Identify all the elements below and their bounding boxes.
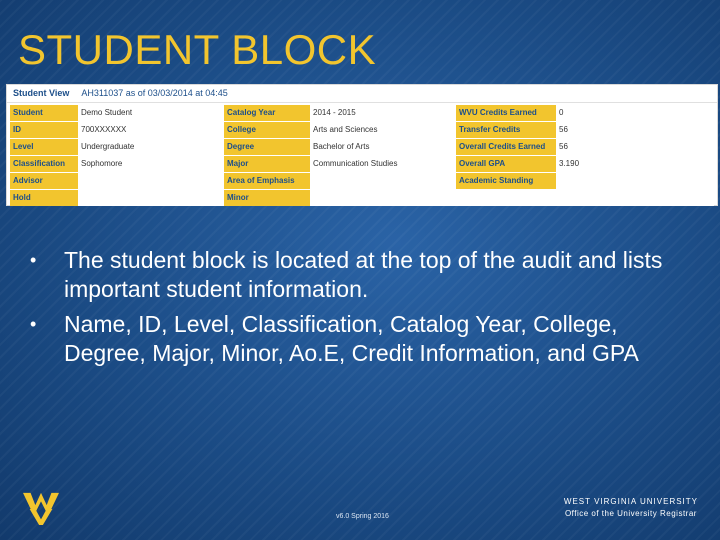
office-name: Office of the University Registrar: [564, 509, 697, 518]
value-degree: Bachelor of Arts: [310, 139, 456, 155]
value-classification: Sophomore: [78, 156, 224, 172]
value-advisor: [78, 173, 224, 189]
value-academic-standing: [556, 173, 714, 189]
label-hold: Hold: [10, 190, 78, 206]
footer-org: [564, 496, 698, 520]
value-minor: [310, 190, 456, 206]
wv-logo-icon: [22, 490, 60, 526]
label-overall-credits: Overall Credits Earned: [456, 139, 556, 155]
empty-cell: [456, 190, 556, 206]
value-overall-gpa: 3.190: [556, 156, 714, 172]
label-minor: Minor: [224, 190, 310, 206]
slide-title: STUDENT BLOCK: [18, 26, 377, 73]
empty-cell: [556, 190, 714, 206]
label-student: Student: [10, 105, 78, 121]
value-hold: [78, 190, 224, 206]
university-name: WEST VIRGINIA UNIVERSITY: [563, 497, 698, 506]
label-advisor: Advisor: [10, 173, 78, 189]
value-overall-credits: 56: [556, 139, 714, 155]
value-wvu-credits: 0: [556, 105, 714, 121]
label-degree: Degree: [224, 139, 310, 155]
label-major: Major: [224, 156, 310, 172]
value-catalog-year: 2014 - 2015: [310, 105, 456, 121]
bullet-item: [28, 246, 668, 304]
bullet-dot: •: [30, 250, 37, 270]
label-college: College: [224, 122, 310, 138]
value-id: 700XXXXXX: [78, 122, 224, 138]
bullet-dot: •: [30, 314, 37, 334]
version-label: v6.0 Spring 2016: [336, 513, 389, 520]
student-block-grid: [7, 103, 717, 206]
student-block-info: AH311037 as of 03/03/2014 at 04:45: [81, 88, 228, 98]
value-area-of-emphasis: [310, 173, 456, 189]
value-major: Communication Studies: [310, 156, 456, 172]
bullet-list: [28, 246, 668, 374]
label-overall-gpa: Overall GPA: [456, 156, 556, 172]
student-view-label: Student View: [13, 88, 70, 98]
label-classification: Classification: [10, 156, 78, 172]
student-block: [6, 84, 718, 206]
bullet-text: Name, ID, Level, Classification, Catalog Year, College, Degree, Major, Minor, Ao.E, Credit Information, and GPA: [64, 311, 639, 366]
value-student: Demo Student: [78, 105, 224, 121]
label-wvu-credits: WVU Credits Earned: [456, 105, 556, 121]
label-transfer-credits: Transfer Credits: [456, 122, 556, 138]
label-area-of-emphasis: Area of Emphasis: [224, 173, 310, 189]
bullet-text: The student block is located at the top of the audit and lists important student information.: [64, 247, 663, 302]
value-level: Undergraduate: [78, 139, 224, 155]
label-level: Level: [10, 139, 78, 155]
value-transfer-credits: 56: [556, 122, 714, 138]
bullet-item: [28, 310, 668, 368]
label-academic-standing: Academic Standing: [456, 173, 556, 189]
student-block-header: [7, 85, 717, 103]
label-id: ID: [10, 122, 78, 138]
value-college: Arts and Sciences: [310, 122, 456, 138]
label-catalog-year: Catalog Year: [224, 105, 310, 121]
